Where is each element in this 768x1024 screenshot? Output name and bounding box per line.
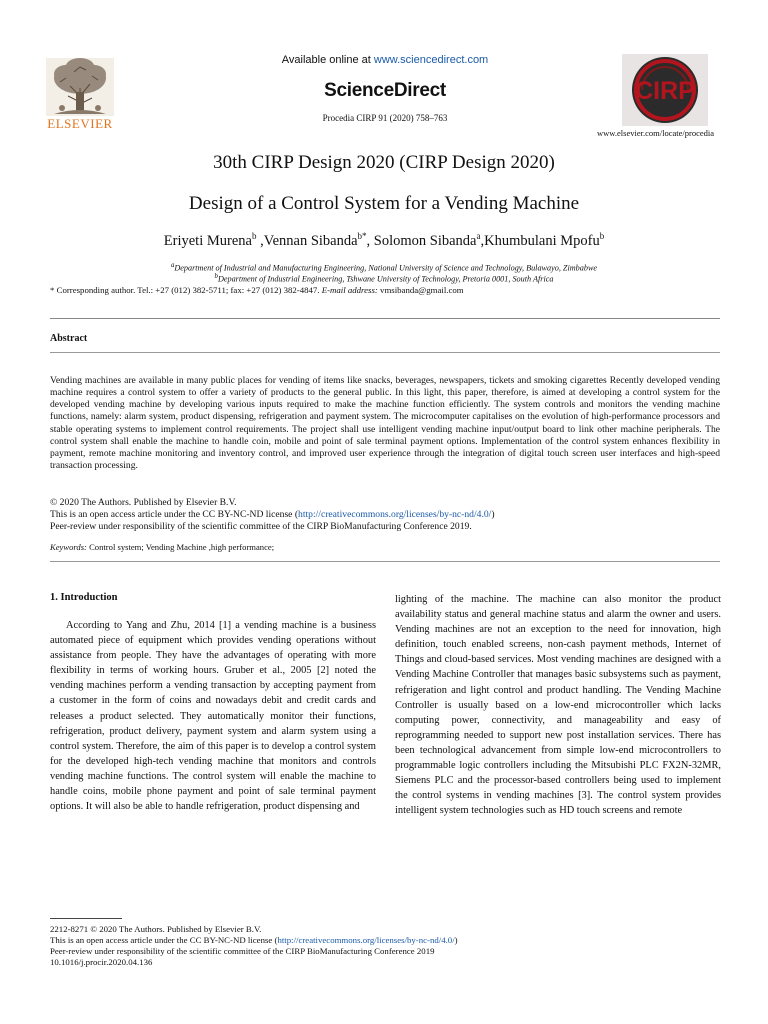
author-list bbox=[40, 231, 728, 250]
introduction-paragraph-left: According to Yang and Zhu, 2014 [1] a vending machine is a business automated piece of equipment which provides vending operations without assistance from people. They have the advantages of operating with more flexibility in terms of working hours. Gruber et al., 2005 [2] noted the vending machines perform a vending transaction by accepting payment from a customer in the form of coins and nowadays debit and credit cards and releases a product selected. They automatically monitor their functions, refrigeration, product delivery, payment system and alarm system using a control system. Therefore, the aim of this paper is to develop a control system for the developed high-tech vending machine that monitors and controls vending machine functions. The control system will enable the machine to handle coins, mobile phone payment and point of sale terminal payment options. It will also be able to handle refrigeration, product dispensing and bbox=[50, 620, 376, 813]
author-name: ,Khumbulani Mpofu bbox=[480, 232, 600, 249]
affiliation-sup: b bbox=[214, 273, 218, 280]
license-line bbox=[50, 509, 720, 521]
affiliation-text: Department of Industrial Engineering, Tshwane University of Technology, Pretoria 0001, South Africa bbox=[217, 274, 554, 284]
abstract-heading: Abstract bbox=[50, 333, 88, 344]
affiliation-text: Department of Industrial and Manufacturing Engineering, National University of Science and Technology, Bulawayo, Zimbabwe bbox=[174, 263, 598, 273]
footer-doi[interactable]: 10.1016/j.procir.2020.04.136 bbox=[50, 957, 153, 967]
author-name: , Solomon Sibanda bbox=[366, 232, 477, 249]
keywords-line bbox=[50, 542, 720, 552]
corresponding-author bbox=[50, 285, 740, 295]
cirp-logo-text: CIRP bbox=[635, 77, 695, 105]
footer-license-prefix: This is an open access article under the CC BY-NC-ND license ( bbox=[50, 935, 278, 945]
journal-citation: Procedia CIRP 91 (2020) 758–763 bbox=[322, 113, 448, 123]
footer-license bbox=[50, 935, 730, 946]
divider bbox=[50, 318, 720, 319]
author-name: ,Vennan Sibanda bbox=[256, 232, 358, 249]
footnote-rule bbox=[50, 918, 122, 919]
sciencedirect-link[interactable]: www.sciencedirect.com bbox=[373, 54, 489, 66]
keywords-text: Control system; Vending Machine ,high performance; bbox=[86, 542, 275, 552]
right-column bbox=[395, 592, 721, 818]
divider bbox=[50, 352, 720, 353]
affiliation-a bbox=[40, 262, 728, 273]
author-sup: b bbox=[251, 231, 257, 241]
affiliation-b bbox=[40, 273, 728, 284]
copyright-line: © 2020 The Authors. Published by Elsevier B.V. bbox=[50, 497, 237, 508]
license-suffix: ) bbox=[491, 509, 495, 520]
license-link[interactable]: http://creativecommons.org/licenses/by-nc-nd/4.0/ bbox=[298, 509, 492, 520]
email-address[interactable]: vmsibanda@gmail.com bbox=[377, 285, 464, 295]
abstract-copyright bbox=[50, 497, 720, 533]
author-sup: a bbox=[476, 231, 481, 241]
introduction-paragraph-right: lighting of the machine. The machine can also monitor the product availability status and general machine status and alarm the owner and users. Vending machines are not an exception to the need for innovation, high definition, touch enabled screens, non-cash payment methods, Internet of Things and cloud-based services. Most vending machines are designed with a Vending Machine Controller that manages basic subsystems such as payment, refrigeration and light control and product handling. The Vending Machine Controller is usually based on a low-end microcontroller which lacks computing power, connectivity, and manageability and easy of reprogramming needed to support new post installation services. There has been technological advancement from simple low-end microcontrollers to programmable logic controllers including the Mitsubishi PLC FX2N-32MR, Siemens PLC and the processor-based controllers being used to implement the control systems in vending machines [3]. The control system provides intelligent system technologies such as HD touch screens and remote bbox=[395, 594, 721, 817]
left-column bbox=[50, 592, 376, 814]
author-name: Eriyeti Murena bbox=[163, 232, 252, 249]
sciencedirect-brand: ScienceDirect bbox=[324, 80, 446, 101]
journal-url[interactable]: www.elsevier.com/locate/procedia bbox=[597, 128, 714, 138]
footer-license-link[interactable]: http://creativecommons.org/licenses/by-nc-nd/4.0/ bbox=[277, 935, 455, 945]
footer-peer-review: Peer-review under responsibility of the scientific committee of the CIRP BioManufacturing Conference 2019 bbox=[50, 946, 435, 956]
available-online-prefix: Available online at bbox=[281, 54, 374, 66]
keywords-label: Keywords: bbox=[50, 542, 87, 552]
elsevier-wordmark: ELSEVIER bbox=[47, 116, 113, 131]
divider bbox=[50, 561, 720, 562]
license-prefix: This is an open access article under the CC BY-NC-ND license ( bbox=[50, 509, 299, 520]
section-heading-introduction: 1. Introduction bbox=[50, 592, 118, 603]
affiliation-sup: a bbox=[170, 262, 175, 269]
author-sup: b* bbox=[357, 231, 367, 241]
email-label: E-mail address: bbox=[321, 285, 378, 295]
footer-issn: 2212-8271 © 2020 The Authors. Published by Elsevier B.V. bbox=[50, 924, 262, 934]
available-online-line bbox=[200, 54, 570, 66]
conference-title: 30th CIRP Design 2020 (CIRP Design 2020) bbox=[213, 152, 555, 173]
author-sup: b bbox=[599, 231, 605, 241]
corresponding-prefix: * Corresponding author. Tel.: +27 (012) 382-5711; fax: +27 (012) 382-4847. bbox=[50, 285, 322, 295]
peer-review-line: Peer-review under responsibility of the scientific committee of the CIRP BioManufacturing Conference 2019. bbox=[50, 521, 472, 532]
cirp-logo bbox=[622, 54, 708, 126]
paper-title: Design of a Control System for a Vending Machine bbox=[188, 193, 580, 214]
page-footer bbox=[50, 924, 730, 968]
footer-license-suffix: ) bbox=[454, 935, 458, 945]
abstract-body: Vending machines are available in many public places for vending of items like snacks, beverages, newspapers, tickets and smoking cigarettes Recently developed vending machine requires a control system to offer a variety of products to the general public. In this light, this paper, therefore, is aimed at developing a control system for the developed vending machine by developing various inputs required to make the machine function efficiently. The system controls and monitors the vending machine functions, namely: alarm system, product dispensing, refrigeration and payment system. The microcomputer capitalises on the evolution of high-performance processors and stable operating systems to implement control requirements. The project shall use intelligent vending machine input/output board to link other machine peripherals. The control system shall enable the machine to handle coin, mobile and point of sale terminal payment options. Implementation of the control system enhances flexibility in payment, remote machine monitoring and inventory control, and improved user experience through the integration of digital touch screen user interfaces and high-speed transaction processing. bbox=[50, 375, 720, 472]
